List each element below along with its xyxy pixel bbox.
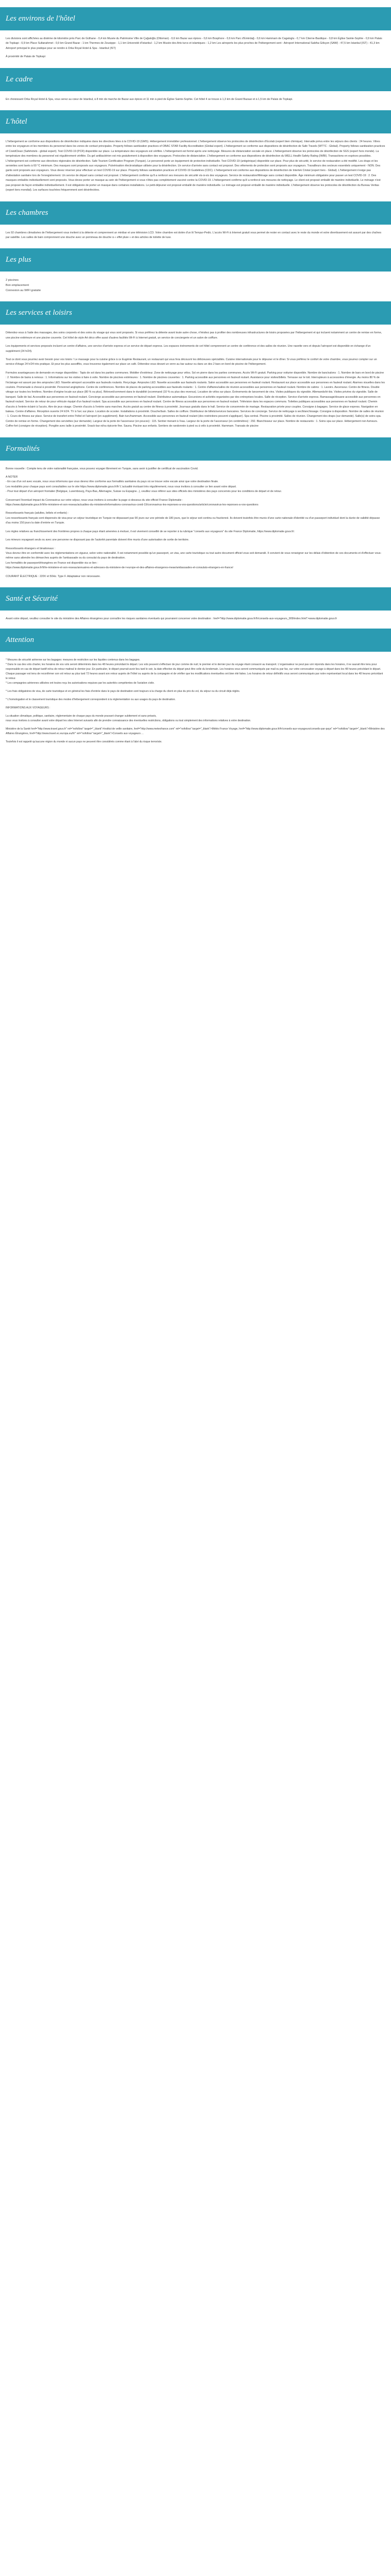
sante-text: Avant votre départ, veuillez consulter le site du ministère des Affaires étrangères pour connaître les risques sanitaires éventuels qui pourraient concerner votre destination : href="http://www.diplomatie.gouv.fr/fr/conseils-aux-voyageurs_909/index.html">www.diplomatie.gouv.fr (6, 617, 337, 620)
attention-terrorism-text: Toutefois il est rappelé qu'aucune région du monde ni aucun pays ne peuvent être considérés comme étant à l'abri du risque terroriste. (6, 740, 162, 744)
formalites-electric: COURANT ÉLECTRIQUE : 220V et 50Hz. Type F. Adaptateur non nécessaire. (6, 574, 101, 578)
attention-flight-rules: * Mesures de sécurité aérienne sur les bagages: mesures de restriction sur les liquides contenus dans les bagages. * Dans le cas des vols charter, les horaires de vos vols seront déterminés dans les 48 heures précédant le départ. Les vols peuvent s'effectuer de jour comme de nuit; le premier et le dernier jour du voyage étant consacré au transport. L'organisateur ne peut pas voir répondu dans les horaires, il ne saurait être tenu pour responsable en cas de départ tardif et/ou de retour matinal le dernier jour. En particulier, le départ pourrait avoir lieu tard le soir, la date effective du départ peut être celle du lendemain. Les horaires vous seront communiqués par mail ou par fax, sur votre convocation voyage à départ dans les 48 heures précédant le départ. Chaque passager est tenu de reconfirmer son vol retour au plus tard 72 heures avant son retour auprès de l'hôtel ou auprès de la compagnie et de vérifier que les modifications éventuelles ont bien été faites. Les horaires de retour définitifs vous seront communiqués par notre représentant local dans les 48 heures précédant le retour. * Les compagnies aériennes utilisées ont toutes reçu les autorisations requises par les autorités compétentes de l'aviation civile. (6, 658, 383, 685)
services-dining-text: Tout ce dont vous pourriez avoir besoin pour vos loisirs ! Le massage pour la cuisine grâce à ce Eugénie Restaurant, un restaurant qui vous fera découvrir les délicieuses spécialités. Cuisine internationale pour le déjeuner et le dîner. Si vous préférez le confort de votre chambre, vous pourrez compter sur un service d'étage 24 h/24 très pratique. Et pour les plus assoiffés, vous trouverez également sur place un café. Détendez-vous devant un verre au bar autour ou dans un des 2 bars en bord de piscine de l'hébergement. (6, 358, 378, 366)
hotel-sanitary-text: L'hébergement se conforme aux dispositions de désinfection indiquées dans les directives liées à la COVID-19 (GMS). Hébergement immobilier professionnel. L'hébergement observe les protocoles de désinfection d'Ecolab (expert bien chimique). Intervalle prévu entre les séjours des clients : 24 heures. Vitres entre les voyageurs et les membres du personnel dans les zones de contact principales. Property follows sanitization practices of OBAC STAR Facility Accreditation (Global expert). L'hébergement se conforme aux dispositions de désinfection de Safe Travels (WTTC - Global). Property follows sanitization practices of CovidClean (Safehotels - global expert). Test COVID-19 (PCR) disponible sur place. La température des voyageurs est vérifiée. L'hébergement est fermé après une nettoyage. Mesures de distanciation sociale en place. L'hébergement observe les protocoles de désinfection de SGS (expert hors monde). La température des membres du personnel est régulièrement vérifiée. Du gel antibactérien est mis gratuitement à disposition des voyageurs. Protocoles de distanciation. L'hébergement se conforme aux dispositions de désinfection du WELL Health-Safety Rating (IWBI). Transactions en espèces possibles. L'hébergement est conforme aux directives régionales de désinfection. Safe Tourism Certification Program (Turquie). Le personnel porte un équipement de protection individuelle. Test COVID-19 (antigénique) disponible sur place. Pour plus de sécurité, le service de restauration a été modifié. Les draps et les serviettes sont lavés à 60 °C minimum. Des masques sont proposés aux voyageurs. Pulvérisation électrostatique utilisée pour la désinfection. Un service d'arrivée sans contact est proposé. Des vêtements de protection sont proposés aux voyageurs. Travailleurs des secteurs essentiels uniquement - NON. Des gants sont proposés aux voyageurs. Vous devez réserver pour effectuer un test COVID-19 sur place. Property follows sanitization practices of COVID-19 Guidelines (CDC). L'hébergement est conforme aux dispositions de désinfection de Intertek Cristal (expert tiers - Global). L'hébergement n'exige pas d'attestation sanitaire lors de l'enregistrement. Un service de départ sans contact est proposé. L'hébergement confirme qu'il a renforcé ses mesures de sécurité vis-à-vis des voyageurs. Service de restauration/Ménage sans contact disponible. Âge minimum obligatoire pour passer un test COVID-19 : 2. Des masques emballés individuellement sont proposés. Vous devez porter un masque au sein de l'hébergement si vous n'êtes pas complètement vacciné contre la COVID-19. L'hébergement confirme qu'il a renforcé ses mesures de nettoyage. Le client est proposé emballé de manière individuelle. Le ménage n'est pas proposé de façon emballée individuellement. Il est obligatoire de porter un masque dans certaines installations. Le petit-déjeuner est proposé emballé de manière individuelle. Le ménage est proposé emballé de manière individuelle. L'hébergement observe les protocoles de désinfection du Bureau Veritas (expert tiers mondial). Les surfaces touchées fréquemment sont désinfectées. (6, 140, 386, 192)
section-header-chambres: Les chambres (0, 201, 391, 225)
environs-proximity-text: À proximité de Palais de Topkapi (6, 55, 45, 59)
formalites-minors: Les mineurs voyageant seuls ou avec une personne ne disposant pas de l'autorité parentale doivent être munis d'une autorisation de sortie de territoire. (6, 538, 189, 542)
services-equipment-text: Les équipements et services proposés incluent un centre d'affaires, une service d'arrivée express et un service de départ express. Les espaces événements de cet hôtel comprennent un centre de conférence et des salles de réunion. Une navette vers et depuis l'aéroport est disponible en échange d'un supplément (24 h/24). (6, 345, 371, 353)
attention-links-text: Ministère de la Santé href="http://www.travel.gouv.fr" rel="nofollow" target="_blank">Institut de veille sanitaire, href="http://www.meteofrance.com" rel="nofollow" target="_blank">Météo France Voyage, href="http://www.diplomatie.gouv.fr/fr/conseils-aux-voyageurs/conseils-par-pays" rel="nofollow" target="_blank">Ministère des Affaires Étrangères, href="http://www.travel.ec.europa.eu/fr/" rel="nofollow" target="_blank">Conseils aux voyageurs ... (6, 727, 385, 736)
formalites-foreigners: Ressortissants étrangers et binationaux : Vous devrez être en conformité avec les réglementations en vigueur, selon votre nationalité. Il est notamment possible qu'un passeport, un visa, une carte touristique ou tout autre document officiel vous soit demandé. Il convient de vous renseigner sur les délais d'obtention de ces documents et d'effectuer vous-même sans attendre les démarches auprès de l'ambassade ou du consulat du pays de destination. Les formalités de passeport/étrangères en France est disponible via ce lien : https://www.diplomatie.gouv.fr/fr/le-ministere-et-son-reseau/annuaires-et-adresses-du-ministere-de-l-europe-et-des-affaires-etrangeres-meae/ambassades-et-consulats-etrangers-en-france/ (6, 547, 382, 570)
attention-travel-info-text: La situation climatique, politique, sanitaire, réglementaire de chaque pays du monde pouvant changer subitement et sans préavis, nous vous invitons à consulter avant votre départ les sites Internet suivants afin de prendre connaissance des éventuelles restrictions, obligations ou tout simplement des informations relatives à votre destination. (6, 715, 251, 723)
attention-visa-fees: * Les frais obligatoires de visa, de carte touristique et en général les frais d'entrée dans le pays de destination sont toujours à la charge du client en plus du prix du vol, du séjour ou du circuit déjà réglés. (6, 690, 240, 693)
section-header-services: Les services et loisirs (0, 301, 391, 325)
attention-classification: * L'homologation et le classement touristique des modes d'hébergement correspondent à la réglementation ou aux usages du pays de destination. (6, 698, 176, 702)
section-header-hotel: L'hôtel (0, 110, 391, 133)
section-header-plus: Les plus (0, 248, 391, 272)
section-header-attention: Attention (0, 629, 391, 652)
chambres-text: Les 92 chambres climatisées de l'hébergement vous invitent à la détente et comprennent un minibar et une télévision LCD. Votre chambre est dotée d'un lit Tempur-Pedic. L'accès Wi-Fi à Internet gratuit vous permet de rester en contact avec le reste du monde et votre divertissement est assuré par des chaînes par satellite. Les salles de bain comprennent une douche avec un pommeau de douche à « effet pluie » et des articles de toilette de luxe. (6, 231, 382, 239)
plus-item-pools: 2 piscines (6, 279, 19, 282)
cadre-text: En choisissant Orka Royal Hotel & Spa, vous serez au cœur de Istanbul, à 8 min de marche de Bazar aux épices et 11 min à pied de Église Sainte-Sophie. Cet hôtel 4 se trouve à 1,3 km de Grand Bazaar et à 1,5 km de Palais de Topkapi. (6, 97, 293, 101)
services-amenities-list: Formules avantageuses de demande en marge disponibles : Tapis de sol dans les parties communes. Mobilier d'extérieur. Zone de nettoyage pour vélos. Sol en pierre dans les parties communes. Accès Wi-Fi gratuit. Parking pour voiturier disponible. Nombre de bars/salons : 1. Nombre de bars en bord de piscine : 2. Nombre de bains à remous : 1. Informations sur les visites à faire à voile. Nombre de piscines extérieures : 1. Nombre de piscines couvertes : 1. Parking accessible aux personnes en fauteuil roulant. Assistance pour visites/billets. Terrasse sur le toit. Interrupteurs à accessoires d'énergie. Au moins 80 % de l'éclairage est assuré par des ampoules LED. Navette aéroport accessible aux fauteuils roulants. Recyclage. Ampoules LED. Navette accessible aux fauteuils roulants. Salon accessible aux personnes en fauteuil roulant. Restaurant sur place accessible aux personnes en fauteuil roulant. Alarmes visuelles dans les couloirs. Promenade à cheval à proximité. Personnel anglophone. Centre de conférences. Nombre de places de parking accessibles aux fauteuils roulants : 1. Centre d'affaires/salles de réunion accessibles aux personnes en fauteuil roulant. Nombre de cabins : 1. Lavoirs. Ascenseur. Centre de fitness. Double vitrage sur toutes les fenêtres. Nombre d'origine locale sur place (80 % ou plus). Rétrovel/comment dans le durabilité (ocommand (10 % ou plus des revenus). Location de vélos sur place. Évènements de lancement de vins. Visites publiques du vignoble. Allemands/tri-bis. Visites privées du vignoble. Salle de banquet. Salle de bal. Accessible aux personnes en fauteuil roulant. Concierge accessible aux personnes en fauteuil roulant. Distributeur automatique. Excursions et activités organisées par des entreprises locales. Salle de réception. Service d'arrivée express. Ramassage/douane accessible aux personnes en fauteuil roulant. Service de retour de pour véhicule équipé d'un fauteuil roulant. Spa accessible aux personnes en fauteuil roulant. Centre de fitness accessible aux personnes en fauteuil roulant. Télévision dans les espaces communs. Toilettes publiques accessibles aux personnes en fauteuil roulant. Chemin d'accès à l'entrée éclairé à l'accès. Aire de jeux visage. Chemin d'accès à l'entrée sans marches. Accès gratuit au centre de fitness à proximité. Journaux gratuits dans le hall. Service de consommée de mariage. Restauration privée pour couples. Consigne à bagages. Service de glace express. Navigation en bateau. Centre d'affaires. Réception ouverte 24 h/24. TV à l'arc sur place. Location de scooter. Installations à proximité. Douche/bain. Salles de coiffure. Distributeur de billets/services bancaires. Services de concierge. Service de nettoyage à sec/blanchissage. Consigne à disposition. Nombre de salles de réunion : 1. Cours de fitness sur place. Service de transfert entre l'hôtel et l'aéroport (en supplément). Bain turc/hammam. Accessible aux personnes en fauteuil roulant (des restrictions peuvent s'appliquer). Spa central. Piscine à proximité. Salles de réunion. Changement des draps (sur demande). Salle(s) de soins spa. Centre de remise en forme. Changement des serviettes (sur demande). Largeur de la porte de l'ascenseur (en pouces) : 115. Sentier menant à l'eau. Largeur de la porte de l'ascenseur (en centimètres) : 292. Blanchisseur sur place. Nombre de restaurants : 1. Soins spa sur place. Hébergement non-fumeurs. Coffre-fort (consigne de réception). Ponglée avec taille à proximité. Snack-bar et/ou épicerie fine. Sauna. Piscine aux enfants. Sentiers de randonnée à pied ou à vélo à proximité. Hammam. Transats de piscine (6, 371, 386, 428)
environs-distances-text: Les divisions sont affichées au dixième de kilomètre près Parc de Gülhane - 0,4 km Musée du Patrimoine Ville de Çağaloğlu (Ottoman) - 0,6 km Bazar aux épices - 0,6 km Bosphore - 0,6 km Parc d'Emirdağ - 0,6 km Hammam de Cagaloglu - 0,7 km Citerne-Basilique - 0,8 km Église Sainte-Sophie - 0,9 km Palais de Topkapi - 0,9 km Place Sultanahmet - 0,9 km Grand Bazar - 1 km Thermes de Zeuxippe - 1,1 km Université d'Istanbul - 1,2 km Musée des Arts turcs et islamiques - 1,2 km Les aéroports les plus proches de l'hébergement sont : Aéroport International Sabiha Gökçen (SAW) - 47,5 km Istanbul (IST) - 41,3 km Aéroport principal le plus pratique pour se rendre à Orka Royal Hotel & Spa - Istanbul (IST) (6, 37, 383, 50)
formalites-coronavirus: Concernant l'éventuel impact du Coronavirus sur votre séjour, nous vous invitons à consulter la page ci-dessous du site officiel France Diplomatie : https://www.diplomatie.gouv.fr/fr/le-ministere-et-son-reseau/actualites-du-ministere/informations-coronavirus-covid-19/coronavirus-les-reponses-a-vos-questions/article/coronavirus-les-reponses-a-vos-questions (6, 498, 258, 507)
section-header-cadre: Le cadre (0, 68, 391, 91)
attention-travel-info-heading: INFORMATIONS AUX VOYAGEURS : (6, 706, 51, 710)
section-header-environs: Les environs de l'hôtel (0, 7, 391, 30)
plus-item-location: Bon emplacement (6, 284, 29, 287)
section-header-formalites: Formalités (0, 437, 391, 461)
plus-item-wifi: Connexion au WIFI gratuite (6, 289, 41, 293)
section-header-sante: Santé et Sécurité (0, 587, 391, 611)
formalites-note: A NOTER - En cas d'un vol avec escale, nous vous informons que vous devrez être conforme aux formalités sanitaires du pays où se trouve votre escale ainsi que votre destination finale. Les modalités pour chaque pays sont consultables sur le site https://www.diplomatie.gouv.fr/fr/ L'actualité évoluant très régulièrement, nous vous invitons à consulter ce lien avant votre départ. - Pour tout départ d'un aéroport frontalier (Belgique, Luxembourg, Pays-Bas, Allemagne, Suisse ou Espagne...), veuillez vous référer aux sites officiels des ministères des pays concernés pour les conditions de départ et de retour. (6, 476, 282, 494)
formalites-good-news: Bonne nouvelle : Compte tenu de votre nationalité française, vous pouvez voyager librement en Turquie, sans avoir à justifier de certificat de vaccination Covid. (6, 467, 199, 470)
hotel-info-page (0, 7, 391, 744)
formalites-border-rules: Les règles relatives au franchissement des frontières propres à chaque pays étant amenées à évoluer, il est vivement conseillé de se reporter à la rubrique "conseils aux voyageurs" du site France Diplomatie, https://www.diplomatie.gouv.fr/. (6, 530, 295, 533)
services-relax-text: Détendez-vous à l'aide des massages, des soins corporels et des soins du visage qui vous sont proposés. Si vous préférez la détente avant toute autre chose, n'hésitez pas à profiter des nombreuses infrastructures de loisirs proposées par l'hébergement et qui incluent notamment un centre de remise en forme, une piscine extérieure et une piscine couverte. Cet hôtel de style Art déco offre aussi d'autres facilités Wi-Fi à Internet gratuit, un service de conciergerie et un salon de coiffure. (6, 331, 383, 340)
formalites-french-nationals: Ressortissants français (adultes, bébés et enfants) : Les ressortissants français sont dispensés de visa pour un séjour touristique en Turquie ne dépassant pas 90 jours sur une période de 180 jours, que le séjour soit continu ou fractionné. Ils doivent toutefois être munis d'une carte nationale d'identité ou d'un passeport individuel dont la durée de validité dépasse d'au moins 150 jours la date d'entrée en Turquie. (6, 512, 380, 525)
